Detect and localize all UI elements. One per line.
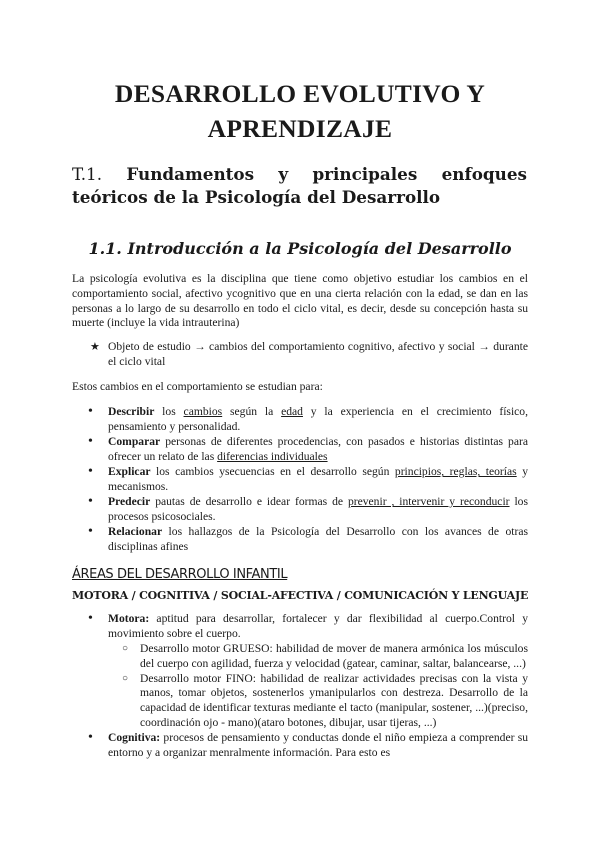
purpose-text: los cambios ysecuencias en el desarrollo según <box>150 465 395 479</box>
intro-paragraph: La psicología evolutiva es la disciplina que tiene como objetivo estudiar los cambios en el comportamiento social, afectivo ycognitivo que en una cierta relación con la edad, se dan en las personas a lo largo de su desarrollo en todo el ciclo vital, es decir, desde su concepción hasta su muerte (incluye la vida intrauterina) <box>72 272 528 330</box>
star-icon: ★ <box>90 341 100 353</box>
purposes-list <box>88 405 528 555</box>
chapter-word: y <box>278 164 289 184</box>
area-label: Cognitiva: <box>108 730 161 744</box>
chapter-word: principales <box>312 164 418 184</box>
section-title: Introducción a la Psicología del Desarrollo <box>127 239 512 258</box>
purpose-keyword: cambios <box>183 405 223 418</box>
bullet-icon: • <box>88 524 93 540</box>
objeto-item <box>90 340 528 370</box>
purpose-text: y mecanismos. <box>108 465 528 493</box>
list-item <box>88 612 528 642</box>
area-text: aptitud para desarrollar, fortalecer y dar flexibilidad al cuerpo.Control y movimiento sobre el cuerpo. <box>108 612 528 640</box>
bullet-icon: • <box>88 434 93 450</box>
purpose-keyword: diferencias individuales <box>217 449 328 463</box>
document-title: DESARROLLO EVOLUTIVO Y APRENDIZAJE <box>114 79 486 143</box>
purpose-text: y la experiencia en el crecimiento físico, pensamiento y personalidad. <box>108 405 529 433</box>
purpose-text: pautas de desarrollo e idear formas de <box>150 495 348 509</box>
purpose-text: los hallazgos de la Psicología del Desarrollo con los avances de otras disciplinas afines <box>108 525 528 554</box>
bullet-icon: • <box>88 404 93 419</box>
purpose-keyword: prevenir , intervenir y reconducir <box>347 495 510 509</box>
chapter-title-line2: teóricos de la Psicología del Desarrollo <box>72 187 441 207</box>
area-text: procesos de pensamiento y conductas donde el niño empieza a comprender su entorno y a organizar menralmente información. Para esto es <box>108 730 528 759</box>
list-item <box>88 405 528 435</box>
circle-bullet-icon: ○ <box>122 672 129 684</box>
circle-bullet-icon: ○ <box>122 643 129 655</box>
sub-list-item <box>122 672 528 731</box>
sub-list-item <box>122 642 528 672</box>
bullet-icon: • <box>88 729 93 745</box>
bullet-icon: • <box>88 611 93 626</box>
purpose-verb: Comparar <box>108 435 161 449</box>
purpose-text: los <box>154 405 184 418</box>
fino-text: Desarrollo motor FINO: habilidad de realizar actividades precisas con la vista y manos, tomar objetos, sostenerlos ymanipularlos con destreza. Desarrollo de la capacidad de identificar texturas mediante el tacto (manipular, sostener, ...)(preciso, coordinación ojo - mano)(ataro botones, dibujar, usar tijeras, ...) <box>140 671 528 730</box>
purpose-verb: Explicar <box>108 465 151 479</box>
purpose-keyword: principios, reglas, teorías <box>394 465 517 479</box>
purpose-verb: Predecir <box>108 495 151 509</box>
chapter-heading <box>72 163 527 209</box>
purpose-verb: Describir <box>108 405 155 418</box>
list-item <box>88 731 528 761</box>
section-number: 1.1. <box>88 239 122 258</box>
section-heading <box>60 237 540 261</box>
purpose-keyword: edad <box>281 405 303 418</box>
purpose-text: personas de diferentes procedencias, con pasados e historias distintas para ofrecer un relato de las <box>108 435 528 463</box>
areas-heading: ÁREAS DEL DESARROLLO INFANTIL <box>72 567 288 582</box>
bullet-icon: • <box>88 494 93 510</box>
chapter-number: T.1. <box>72 164 103 184</box>
grueso-text: Desarrollo motor GRUESO: habilidad de mover de manera armónica los músculos del cuerpo con agilidad, fuerza y velocidad (gatear, caminar, saltar, balancearse, ...) <box>140 642 528 670</box>
chapter-word: Fundamentos <box>126 164 255 184</box>
purpose-text: según la <box>222 405 282 418</box>
objeto-text: Objeto de estudio → cambios del comportamiento cognitivo, afectivo y social → durante el ciclo vital <box>108 340 528 368</box>
list-item <box>88 525 528 555</box>
list-item <box>88 465 528 495</box>
purpose-text: los procesos psicosociales. <box>108 495 528 524</box>
list-item <box>88 435 528 465</box>
dimensions-heading: MOTORA / COGNITIVA / SOCIAL-AFECTIVA / COMUNICACIÓN Y LENGUAJE <box>72 589 529 602</box>
estos-paragraph: Estos cambios en el comportamiento se estudian para: <box>72 380 323 393</box>
chapter-word: enfoques <box>441 164 527 184</box>
purpose-verb: Relacionar <box>108 525 163 539</box>
areas-list <box>88 612 528 761</box>
bullet-icon: • <box>88 464 93 480</box>
list-item <box>88 495 528 525</box>
area-label: Motora: <box>108 612 150 625</box>
